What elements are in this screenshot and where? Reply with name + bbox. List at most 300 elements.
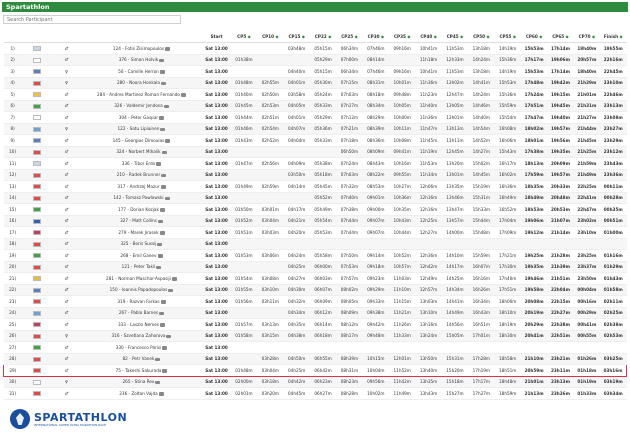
- participant-name-cell[interactable]: [81, 388, 203, 400]
- checkpoint-time-cell: 01h52m: [231, 215, 257, 227]
- participant-name-cell[interactable]: [81, 77, 203, 89]
- participant-name[interactable]: 145 - Georgios Dimoulas: [112, 137, 165, 143]
- table-row[interactable]: [4, 250, 627, 262]
- camera-icon[interactable]: [159, 392, 164, 396]
- gender-cell: [52, 204, 80, 216]
- participant-name-cell[interactable]: [81, 181, 203, 193]
- checkpoint-time-cell: [284, 192, 310, 204]
- sort-icon[interactable]: ◆: [353, 33, 358, 39]
- column-header[interactable]: [336, 30, 362, 43]
- checkpoint-time-cell: 05h58m: [310, 250, 336, 262]
- checkpoint-time-cell: 01h58m: [600, 284, 627, 296]
- checkpoint-time-cell: 14h52m: [468, 135, 494, 147]
- checkpoint-time-cell: 12h06m: [415, 181, 441, 193]
- checkpoint-time-cell: 02h50m: [257, 89, 283, 101]
- participant-name-cell[interactable]: [81, 215, 203, 227]
- column-header[interactable]: [495, 30, 521, 43]
- participant-name-cell[interactable]: [81, 307, 203, 319]
- checkpoint-time-cell: 05h30m: [310, 77, 336, 89]
- table-row[interactable]: [4, 135, 627, 147]
- checkpoint-time-cell: 18h13m: [521, 158, 547, 170]
- checkpoint-time-cell: 01h16m: [600, 250, 627, 262]
- checkpoint-time-cell: 03h19m: [600, 376, 627, 388]
- table-row[interactable]: [4, 376, 627, 388]
- checkpoint-time-cell: 17h09m: [495, 227, 521, 239]
- table-row[interactable]: [4, 284, 627, 296]
- checkpoint-time-cell: 22h38m: [547, 319, 573, 331]
- checkpoint-time-cell: 10h35m: [389, 204, 415, 216]
- male-icon: ♂: [64, 275, 69, 281]
- checkpoint-time-cell: 14h19m: [495, 43, 521, 55]
- checkpoint-time-cell: 20h33m: [547, 181, 573, 193]
- participant-name[interactable]: 327 - Matt Collins: [120, 218, 157, 224]
- participant-name[interactable]: 265 - Stina Rex: [122, 379, 155, 385]
- checkpoint-time-cell: 15h02m: [468, 158, 494, 170]
- camera-icon[interactable]: [181, 93, 186, 97]
- participant-name[interactable]: 330 - Francesco Parisi: [115, 344, 162, 350]
- country-flag-icon: [33, 311, 41, 316]
- participant-name-cell[interactable]: [81, 89, 203, 101]
- participant-name-cell[interactable]: [81, 342, 203, 354]
- checkpoint-time-cell: 07h12m: [336, 112, 362, 124]
- checkpoint-time-cell: 03h15m: [257, 330, 283, 342]
- participant-name[interactable]: 268 - Emil Ganev: [120, 252, 157, 258]
- flag-cell: [22, 192, 52, 204]
- checkpoint-time-cell: 16h49m: [495, 192, 521, 204]
- table-row[interactable]: [4, 353, 627, 365]
- camera-icon[interactable]: [165, 139, 170, 143]
- table-row[interactable]: [4, 238, 627, 250]
- camera-icon[interactable]: [158, 254, 163, 258]
- column-header[interactable]: [442, 30, 468, 43]
- checkpoint-time-cell: 09h33m: [363, 296, 389, 308]
- column-header[interactable]: [521, 30, 547, 43]
- checkpoint-time-cell: [231, 66, 257, 78]
- checkpoint-time-cell: 16h08m: [495, 123, 521, 135]
- participant-name[interactable]: 50 - Camille Herron: [118, 68, 159, 74]
- checkpoint-time-cell: 16h07m: [468, 261, 494, 273]
- camera-icon[interactable]: [155, 358, 160, 362]
- column-header[interactable]: [389, 30, 415, 43]
- checkpoint-time-cell: 03h01m: [257, 204, 283, 216]
- table-row[interactable]: [4, 204, 627, 216]
- checkpoint-time-cell: 16h16m: [468, 273, 494, 285]
- checkpoint-time-cell: 10h00m: [389, 112, 415, 124]
- participant-name-cell[interactable]: [81, 250, 203, 262]
- checkpoint-time-cell: 08h14m: [363, 54, 389, 66]
- column-header[interactable]: [468, 30, 494, 43]
- table-row[interactable]: [4, 54, 627, 66]
- male-icon: ♂: [64, 344, 69, 350]
- camera-icon[interactable]: [161, 300, 166, 304]
- gender-cell: [52, 273, 80, 285]
- gender-cell: [52, 250, 80, 262]
- checkpoint-time-cell: 02h53m: [257, 100, 283, 112]
- table-row[interactable]: [4, 181, 627, 193]
- camera-icon[interactable]: [162, 346, 167, 350]
- checkpoint-time-cell: 09h07m: [363, 215, 389, 227]
- checkpoint-time-cell: [257, 146, 283, 158]
- checkpoint-time-cell: 06h14m: [310, 319, 336, 331]
- participant-name[interactable]: 317 - Andrzej Mazur: [117, 183, 160, 189]
- participant-name-cell[interactable]: [81, 204, 203, 216]
- checkpoint-time-cell: 00h11m: [600, 181, 627, 193]
- rank-cell: 22): [4, 284, 22, 296]
- camera-icon[interactable]: [157, 243, 162, 247]
- table-row[interactable]: [4, 146, 627, 158]
- start-time-cell: Sat 13:00: [202, 66, 230, 78]
- checkpoint-time-cell: 18h48m: [495, 376, 521, 388]
- checkpoint-time-cell: 13h24m: [415, 330, 441, 342]
- checkpoint-time-cell: 00h51m: [600, 215, 627, 227]
- checkpoint-time-cell: 23h11m: [547, 365, 573, 377]
- sort-icon[interactable]: ◆: [618, 33, 623, 39]
- checkpoint-time-cell: 11h52m: [389, 365, 415, 377]
- camera-icon[interactable]: [161, 82, 166, 86]
- participant-name-cell[interactable]: [81, 135, 203, 147]
- start-time-cell: Sat 13:00: [202, 296, 230, 308]
- table-row[interactable]: [4, 296, 627, 308]
- camera-icon[interactable]: [161, 174, 166, 178]
- camera-icon[interactable]: [155, 381, 160, 385]
- column-header[interactable]: [547, 30, 573, 43]
- participant-name[interactable]: 142 - Tomasz Pawlowski: [113, 195, 164, 201]
- column-header-label: CP65: [552, 33, 565, 39]
- camera-icon[interactable]: [166, 335, 171, 339]
- checkpoint-time-cell: 11h36m: [415, 77, 441, 89]
- camera-icon[interactable]: [164, 105, 169, 109]
- camera-icon[interactable]: [158, 220, 163, 224]
- participant-name-cell[interactable]: [81, 112, 203, 124]
- checkpoint-time-cell: 18h59m: [495, 388, 521, 400]
- sort-icon[interactable]: ◆: [458, 33, 464, 39]
- column-header[interactable]: [202, 30, 230, 43]
- participant-name[interactable]: 150 - Ioannis Papadopoulos: [109, 287, 168, 293]
- checkpoint-time-cell: 15h36m: [495, 89, 521, 101]
- participant-name[interactable]: 326 - Valdemir Jendosa: [114, 103, 163, 109]
- participant-name-cell[interactable]: [81, 123, 203, 135]
- checkpoint-time-cell: 08h28m: [336, 388, 362, 400]
- table-row[interactable]: [4, 123, 627, 135]
- checkpoint-time-cell: 01h26m: [574, 353, 600, 365]
- participant-name[interactable]: 75 - Takeshi Sakurada: [115, 367, 162, 373]
- camera-icon[interactable]: [162, 369, 167, 373]
- rank-cell: 6): [4, 100, 22, 112]
- column-header[interactable]: [284, 30, 310, 43]
- table-row[interactable]: [4, 330, 627, 342]
- participant-name-cell[interactable]: [81, 319, 203, 331]
- checkpoint-time-cell: 09h14m: [363, 250, 389, 262]
- participant-name-cell[interactable]: [81, 66, 203, 78]
- participant-name[interactable]: 325 - Boris Sussij: [120, 241, 157, 247]
- checkpoint-time-cell: 13h13m: [442, 123, 468, 135]
- camera-icon[interactable]: [159, 116, 164, 120]
- checkpoint-time-cell: 03h18m: [257, 376, 283, 388]
- checkpoint-time-cell: 15h44m: [468, 215, 494, 227]
- participant-name-cell[interactable]: [81, 100, 203, 112]
- sort-icon[interactable]: ◆: [246, 33, 251, 39]
- sort-icon[interactable]: ◆: [564, 33, 569, 39]
- rank-cell: 12): [4, 169, 22, 181]
- sort-icon[interactable]: ◆: [326, 33, 332, 39]
- table-row[interactable]: [4, 215, 627, 227]
- checkpoint-time-cell: 14h54m: [468, 123, 494, 135]
- camera-icon[interactable]: [159, 312, 164, 316]
- gender-cell: [52, 100, 80, 112]
- checkpoint-time-cell: 11h21m: [389, 307, 415, 319]
- checkpoint-time-cell: 15h27m: [442, 388, 468, 400]
- participant-name[interactable]: 210 - Radek Brunner: [116, 172, 161, 178]
- table-row[interactable]: [4, 43, 627, 55]
- rank-cell: 10): [4, 146, 22, 158]
- checkpoint-time-cell: 22h45m: [600, 66, 627, 78]
- table-row[interactable]: [4, 365, 627, 377]
- participant-name[interactable]: 267 - Pablo Barnes: [118, 310, 159, 316]
- checkpoint-time-cell: 09h41m: [389, 146, 415, 158]
- sort-icon[interactable]: ◆: [274, 33, 279, 39]
- checkpoint-time-cell: 03h11m: [257, 296, 283, 308]
- participant-name[interactable]: 124 - Fotis Zisimopoulos: [112, 45, 165, 51]
- sort-icon[interactable]: ◆: [537, 33, 543, 39]
- checkpoint-time-cell: 14h49m: [442, 307, 468, 319]
- camera-icon[interactable]: [159, 59, 164, 63]
- participant-name[interactable]: 122 - Satu Lipiainen: [117, 126, 160, 132]
- camera-icon[interactable]: [161, 185, 166, 189]
- flag-cell: [22, 388, 52, 400]
- participant-name-cell[interactable]: [81, 54, 203, 66]
- participant-name[interactable]: 82 - Petr Vanek: [122, 356, 155, 362]
- start-time-cell: Sat 13:00: [202, 238, 230, 250]
- checkpoint-time-cell: 11h42m: [389, 376, 415, 388]
- participant-name-cell[interactable]: [81, 43, 203, 55]
- checkpoint-time-cell: 01h43m: [600, 273, 627, 285]
- checkpoint-time-cell: [442, 342, 468, 354]
- participant-name[interactable]: 284 - Andres Martinez Roman Fernando: [96, 91, 180, 97]
- participant-name[interactable]: 336 - Tibor Erdo: [121, 160, 156, 166]
- checkpoint-time-cell: 04h27m: [284, 273, 310, 285]
- sort-icon[interactable]: ◆: [485, 33, 490, 39]
- table-row[interactable]: [4, 89, 627, 101]
- checkpoint-time-cell: 20h08m: [521, 296, 547, 308]
- checkpoint-time-cell: 22h41m: [574, 192, 600, 204]
- checkpoint-time-cell: 09h48m: [363, 330, 389, 342]
- checkpoint-time-cell: 21h51m: [547, 273, 573, 285]
- checkpoint-time-cell: 04h17m: [284, 204, 310, 216]
- male-icon: ♂: [64, 241, 69, 247]
- camera-icon[interactable]: [160, 70, 165, 74]
- sort-icon[interactable]: ◆: [432, 33, 437, 39]
- participant-name-cell[interactable]: [81, 365, 203, 377]
- start-time-cell: Sat 13:00: [202, 181, 230, 193]
- table-row[interactable]: [4, 66, 627, 78]
- checkpoint-time-cell: 00h28m: [600, 192, 627, 204]
- table-row[interactable]: [4, 77, 627, 89]
- table-row[interactable]: [4, 169, 627, 181]
- checkpoint-time-cell: 07h40m: [336, 192, 362, 204]
- table-row[interactable]: [4, 158, 627, 170]
- checkpoint-time-cell: 09h38m: [363, 307, 389, 319]
- participant-name-cell[interactable]: [81, 261, 203, 273]
- checkpoint-time-cell: 20h19m: [521, 307, 547, 319]
- table-row[interactable]: [4, 100, 627, 112]
- sort-icon[interactable]: ◆: [379, 33, 385, 39]
- column-header[interactable]: [231, 30, 257, 43]
- checkpoint-time-cell: 23h50m: [574, 273, 600, 285]
- participant-name[interactable]: 281 - Norman Maschar-Aspasiji: [106, 275, 171, 281]
- participant-name-cell[interactable]: [81, 296, 203, 308]
- checkpoint-time-cell: 01h43m: [231, 135, 257, 147]
- checkpoint-time-cell: [284, 342, 310, 354]
- camera-icon[interactable]: [156, 266, 161, 270]
- checkpoint-time-cell: 11h53m: [442, 43, 468, 55]
- checkpoint-time-cell: [257, 169, 283, 181]
- table-row[interactable]: [4, 273, 627, 285]
- participant-name-cell[interactable]: [81, 192, 203, 204]
- participant-name-cell[interactable]: [81, 238, 203, 250]
- column-header-label: CP22: [314, 33, 327, 39]
- participant-name-cell[interactable]: [81, 169, 203, 181]
- participant-name[interactable]: 236 - Zoltan Vajda: [119, 390, 158, 396]
- participant-name[interactable]: 324 - Norbert Mihalik: [116, 149, 161, 155]
- checkpoint-time-cell: 10h44m: [389, 227, 415, 239]
- checkpoint-time-cell: 12h16m: [415, 192, 441, 204]
- participant-name-cell[interactable]: [81, 284, 203, 296]
- checkpoint-time-cell: 02h25m: [600, 307, 627, 319]
- checkpoint-time-cell: 08h29m: [363, 112, 389, 124]
- checkpoint-time-cell: 08h02m: [336, 284, 362, 296]
- participant-name[interactable]: 121 - Peter Takil: [121, 264, 156, 270]
- participant-name-cell[interactable]: [81, 376, 203, 388]
- table-row[interactable]: [4, 112, 627, 124]
- start-time-cell: Sat 13:00: [202, 353, 230, 365]
- table-row[interactable]: [4, 261, 627, 273]
- checkpoint-time-cell: 10h52m: [389, 250, 415, 262]
- checkpoint-time-cell: 17h51m: [521, 100, 547, 112]
- camera-icon[interactable]: [160, 208, 165, 212]
- country-flag-icon: [33, 391, 41, 396]
- table-row[interactable]: [4, 192, 627, 204]
- camera-icon[interactable]: [162, 151, 167, 155]
- checkpoint-time-cell: 23h29m: [600, 135, 627, 147]
- column-header[interactable]: [257, 30, 283, 43]
- checkpoint-time-cell: 09h16m: [389, 66, 415, 78]
- checkpoint-time-cell: 06h55m: [310, 353, 336, 365]
- table-row[interactable]: [4, 342, 627, 354]
- participant-name[interactable]: 280 - Noora Honkala: [116, 80, 160, 86]
- gender-cell: [52, 135, 80, 147]
- checkpoint-time-cell: 19h25m: [521, 250, 547, 262]
- start-time-cell: Sat 13:00: [202, 169, 230, 181]
- checkpoint-time-cell: 03h48m: [284, 43, 310, 55]
- participant-name[interactable]: 319 - Razvan Farkas: [117, 298, 160, 304]
- checkpoint-time-cell: 05h33m: [310, 100, 336, 112]
- participant-name[interactable]: 316 - Szvetlana Zahorova: [111, 333, 166, 339]
- male-icon: ♂: [64, 45, 69, 51]
- checkpoint-time-cell: 15h53m: [521, 66, 547, 78]
- checkpoint-time-cell: 06h50m: [336, 146, 362, 158]
- checkpoint-time-cell: 20h59m: [521, 365, 547, 377]
- participant-name-cell[interactable]: [81, 273, 203, 285]
- checkpoint-time-cell: 15h48m: [468, 227, 494, 239]
- checkpoint-time-cell: 07h38m: [336, 204, 362, 216]
- column-header[interactable]: [574, 30, 600, 43]
- participant-name-cell[interactable]: [81, 146, 203, 158]
- column-header[interactable]: [600, 30, 627, 43]
- checkpoint-time-cell: 08h34m: [363, 100, 389, 112]
- column-header[interactable]: [310, 30, 336, 43]
- checkpoint-time-cell: 03h58m: [284, 89, 310, 101]
- participant-name-cell[interactable]: [81, 158, 203, 170]
- checkpoint-time-cell: 16h02m: [495, 169, 521, 181]
- participant-name-cell[interactable]: [81, 353, 203, 365]
- checkpoint-time-cell: 08h09m: [336, 307, 362, 319]
- sort-icon[interactable]: ◆: [405, 33, 411, 39]
- camera-icon[interactable]: [160, 231, 165, 235]
- participant-name[interactable]: 279 - Marek Jirasek: [118, 229, 159, 235]
- participant-name[interactable]: 376 - Simon Holvik: [118, 57, 159, 63]
- checkpoint-time-cell: 07h15m: [336, 77, 362, 89]
- checkpoint-time-cell: 13h11m: [442, 135, 468, 147]
- camera-icon[interactable]: [156, 162, 161, 166]
- column-header[interactable]: [363, 30, 389, 43]
- checkpoint-time-cell: 19h56m: [547, 135, 573, 147]
- sort-icon[interactable]: ◆: [300, 33, 305, 39]
- checkpoint-time-cell: 02h54m: [257, 123, 283, 135]
- country-flag-icon: [33, 299, 41, 304]
- participant-name[interactable]: 177 - Dorian Kozjak: [118, 206, 159, 212]
- participant-name[interactable]: 304 - Peter Gaspar: [118, 114, 159, 120]
- table-row[interactable]: [4, 227, 627, 239]
- checkpoint-time-cell: 01h47m: [231, 158, 257, 170]
- search-input[interactable]: [3, 15, 181, 24]
- table-row[interactable]: [4, 388, 627, 400]
- results-table: [3, 30, 627, 400]
- column-header[interactable]: [415, 30, 441, 43]
- participant-name-cell[interactable]: [81, 227, 203, 239]
- checkpoint-time-cell: 08h09m: [363, 146, 389, 158]
- participant-name[interactable]: 333 - Laszlo Nemes: [117, 321, 159, 327]
- camera-icon[interactable]: [160, 128, 165, 132]
- flag-cell: [22, 261, 52, 273]
- male-icon: ♂: [64, 298, 69, 304]
- sort-icon[interactable]: ◆: [590, 33, 596, 39]
- checkpoint-time-cell: 18h40m: [574, 43, 600, 55]
- camera-icon[interactable]: [172, 277, 177, 281]
- checkpoint-time-cell: 23h13m: [600, 100, 627, 112]
- table-row[interactable]: [4, 319, 627, 331]
- checkpoint-time-cell: 06h12m: [310, 307, 336, 319]
- checkpoint-time-cell: 16h51m: [468, 319, 494, 331]
- camera-icon[interactable]: [165, 197, 170, 201]
- checkpoint-time-cell: 11h23m: [415, 89, 441, 101]
- flag-cell: [22, 204, 52, 216]
- flag-cell: [22, 215, 52, 227]
- table-row[interactable]: [4, 307, 627, 319]
- camera-icon[interactable]: [168, 289, 173, 293]
- camera-icon[interactable]: [165, 47, 170, 51]
- camera-icon[interactable]: [160, 323, 165, 327]
- flag-cell: [22, 365, 52, 377]
- checkpoint-time-cell: 02h59m: [257, 181, 283, 193]
- country-flag-icon: [33, 46, 41, 51]
- checkpoint-time-cell: 12h47m: [442, 89, 468, 101]
- sort-icon[interactable]: ◆: [511, 33, 516, 39]
- checkpoint-time-cell: 11h53m: [415, 158, 441, 170]
- checkpoint-time-cell: 13h03m: [415, 296, 441, 308]
- participant-name-cell[interactable]: [81, 330, 203, 342]
- flag-cell: [22, 100, 52, 112]
- checkpoint-time-cell: 10h27m: [389, 181, 415, 193]
